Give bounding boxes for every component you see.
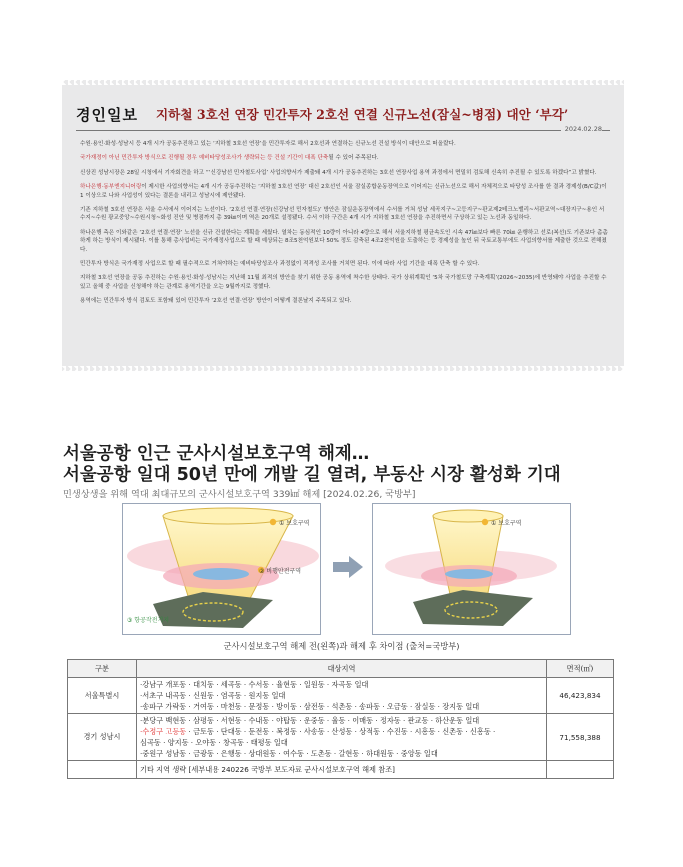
clipping-body — [80, 140, 608, 312]
header-category: 구분 — [68, 660, 137, 678]
label-1-marker — [270, 519, 276, 525]
paragraph-text: 수원·용인·화성·성남시 등 4개 시가 공동추진하고 있는 ‘지하철 3호선 연장’을 민간투자로 해서 2호선과 연결하는 신규노선 건설 방식이 대안으로 떠올랐다. — [80, 141, 456, 147]
empty-cell — [547, 761, 614, 779]
clipping-paragraph — [80, 206, 608, 223]
highlighted-text: 국가재정이 아닌 민간투자 방식으로 진행될 경우 예비타당성조사가 생략되는 등 건설 기간이 대폭 단축 — [80, 155, 329, 162]
figure-caption: 군사시설보호구역 해제 전(왼쪽)과 해제 후 차이점 (출처=국방부) — [223, 641, 460, 651]
right-arrow-icon — [333, 556, 363, 578]
clipping-date: 2024.02.28 — [561, 125, 602, 133]
figure-before-release — [122, 503, 321, 635]
clipping-paragraph — [80, 140, 608, 148]
table-row — [68, 714, 614, 761]
district-line — [140, 690, 543, 701]
figure-after-release — [372, 503, 571, 635]
table-row — [68, 678, 614, 714]
header-rule — [76, 130, 610, 131]
released-areas-table — [67, 659, 614, 779]
district-text: ·강남구 개포동 · 대치동 · 세곡동 · 수서동 · 율현동 · 일원동 · 자곡동 일대 — [140, 680, 369, 689]
clipping-title: 지하철 3호선 연장 민간투자 2호선 연결 신규노선(잠실~병점) 대안 ‘부각’ — [156, 107, 569, 122]
district-line — [140, 715, 543, 726]
header-target-area: 대상지역 — [137, 660, 547, 678]
blue-zone — [193, 568, 249, 580]
airbase-after-illustration — [373, 504, 570, 634]
news-clipping — [62, 80, 624, 371]
district-line — [140, 737, 543, 748]
table-body — [68, 678, 614, 779]
label-flight-safety-zone: ② 비행안전구역 — [259, 568, 302, 575]
clipping-paragraph — [80, 183, 608, 200]
clipping-paragraph — [80, 154, 608, 162]
label-protection-zone: ① 보호구역 — [491, 520, 522, 527]
label-1-marker — [482, 519, 488, 525]
label-airbase: ③ 항공작전기지 — [127, 617, 170, 624]
torn-edge-top — [62, 79, 624, 85]
paragraph-text: 신상진 성남시장은 28일 시청에서 기자회견을 하고 “‘신강남선 민자철도사업’ 사업의향서가 제출돼 4개 시가 공동추진하는 3호선 연장사업 용역 과정에서 면밀히 검토해 신속히 추진될 수 있도록 하겠다”고 밝혔다. — [80, 169, 597, 176]
district-line — [140, 679, 543, 690]
torn-edge-bottom — [62, 366, 624, 372]
table-footer-row — [68, 761, 614, 779]
headline-line-1: 서울공항 인근 군사시설보호구역 해제… — [63, 444, 370, 464]
highlighted-text: 하나은행·동부엔지니어링 — [80, 184, 142, 191]
article-subtitle: 민생상생을 위해 역대 최대규모의 군사시설보호구역 339㎢ 해제 [2024.02.26, 국방부] — [63, 489, 416, 500]
clipping-paragraph — [80, 260, 608, 268]
district-line — [140, 748, 543, 759]
area-cell: 71,558,388 — [547, 714, 614, 761]
terrain-block — [153, 592, 273, 628]
table-header-row — [68, 660, 614, 678]
district-text: 심곡동 · 양지동 · 오야동 · 창곡동 · 태평동 일대 — [140, 738, 288, 747]
clipping-header — [76, 100, 610, 128]
clipping-paragraph — [80, 297, 608, 305]
paragraph-text: 기존 지하철 3호선 연장은 서울 수서에서 이어지는 노선이다. ‘2호선 연결·연장(신강남선 민자철도)’ 방안은 잠실운동장역에서 수서를 거쳐 성남 세곡지구~고등지구~판교제2테크노밸리~서판교역~대장지구~용인 서수지~수원 광교중앙~수원시청~화성 진안 및 병점까지 총 39㎞이며 역은 20개로 설정됐다. 수서 이하 구간은 4개 시가 지하철 3호선 연장을 추진하면서 구상하고 있는 노선과 동일하다. — [80, 207, 605, 222]
paragraph-text: 용역에는 민간투자 방식 검토도 포함돼 있어 민간투자 ‘2호선 연결·연장’ 방안이 어떻게 결론날지 주목되고 있다. — [80, 298, 352, 305]
paragraph-text: 이 제시한 사업의향서는 4개 시가 공동추진하는 ‘지하철 3호선 연장’ 대신 2호선인 서울 잠실종합운동장역으로 이어지는 신규노선으로 해서 자체적으로 타당성 조사를 한 결과 경제성(B/C값)이 1 이상으로 나와 사업성이 있다는 결론을 내리고 성남시에 제안됐다. — [80, 184, 607, 199]
district-text: ·분당구 백현동 · 삼평동 · 서현동 · 수내동 · 야탑동 · 운중동 · 율동 · 이매동 · 정자동 · 판교동 · 하산운동 일대 — [140, 716, 480, 725]
clipping-paragraph — [80, 169, 608, 177]
empty-cell — [68, 761, 137, 779]
headline-line-2: 서울공항 일대 50년 만에 개발 길 열려, 부동산 시장 활성화 기대 — [63, 465, 561, 485]
label-protection-zone: ① 보호구역 — [279, 520, 310, 527]
clipping-paragraph — [80, 274, 608, 291]
highlighted-district: ·수정구 고등동 — [140, 727, 187, 736]
district-line — [140, 726, 543, 737]
region-cell: 경기 성남시 — [68, 714, 137, 761]
paragraph-text: 될 수 있어 주목된다. — [328, 155, 379, 162]
header-area-size: 면적(㎡) — [547, 660, 614, 678]
newspaper-logo: 경인일보 — [76, 106, 138, 124]
district-text: · 금토동 · 단대동 · 둔전동 · 복정동 · 사송동 · 산성동 · 상적동 · 수진동 · 시흥동 · 신촌동 · 신흥동 · — [186, 727, 496, 736]
terrain-block — [413, 590, 533, 626]
district-line — [140, 701, 543, 712]
blue-zone — [445, 569, 493, 579]
clipping-paragraph — [80, 229, 608, 254]
district-text: ·중원구 성남동 · 금광동 · 은행동 · 상대원동 · 여수동 · 도촌동 · 갈현동 · 하대원동 · 중앙동 일대 — [140, 749, 438, 758]
target-areas-cell — [137, 678, 547, 714]
district-text: ·서초구 내곡동 · 신원동 · 염곡동 · 원지동 일대 — [140, 691, 286, 700]
region-cell: 서울특별시 — [68, 678, 137, 714]
paragraph-text: 지하철 3호선 연장을 공동 추진하는 수원·용인·화성·성남시는 지난해 11월 최적의 방안을 찾기 위한 공동 용역에 착수한 상태다. 국가 상위계획인 ‘5차 국가철도망 구축계획’(2026~2035)에 반영돼야 사업을 추진할 수 있고 올해 중 사업을 신청해야 하는 관계로 용역기간을 오는 9월까지로 정했다. — [80, 275, 607, 290]
district-text: ·송파구 가락동 · 거여동 · 마천동 · 문정동 · 방이동 · 삼전동 · 석촌동 · 송파동 · 오금동 · 잠실동 · 장지동 일대 — [140, 702, 480, 711]
footer-note: 기타 지역 생략 [세부내용 240226 국방부 보도자료 군사시설보호구역 해제 참조] — [137, 761, 547, 779]
paragraph-text: 하나은행 측은 이와같은 ‘2호선 연결·연장’ 노선을 신규 건설한다는 계획을 세웠다. 열차는 동심적인 10량이 아니라 4량으로 해서 서울지하철 평균속도인 시속 47㎞보다 빠른 70㎞ 운행하고 선로(복선)도 기존보다 촘촘하게 하는 방식이 제시됐다. 이를 통해 총사업비는 국가재정사업으로 할 때 예상되는 8조5천억원보다 50% 정도 감축된 4조2천억원을 도출하는 등 경제성을 높인 뒤 국토교통부에도 사업의향서를 제출한 것으로 전해졌다. — [80, 229, 608, 253]
airbase-before-illustration — [123, 504, 320, 634]
area-cell: 46,423,834 — [547, 678, 614, 714]
paragraph-text: 민간투자 방식은 국가재정 사업으로 할 때 필수적으로 거쳐야하는 예비타당성조사 과정없이 적격성 조사를 거치면 된다. 이에 따라 사업 기간을 대폭 단축 할 수 있다. — [80, 261, 480, 268]
target-areas-cell — [137, 714, 547, 761]
